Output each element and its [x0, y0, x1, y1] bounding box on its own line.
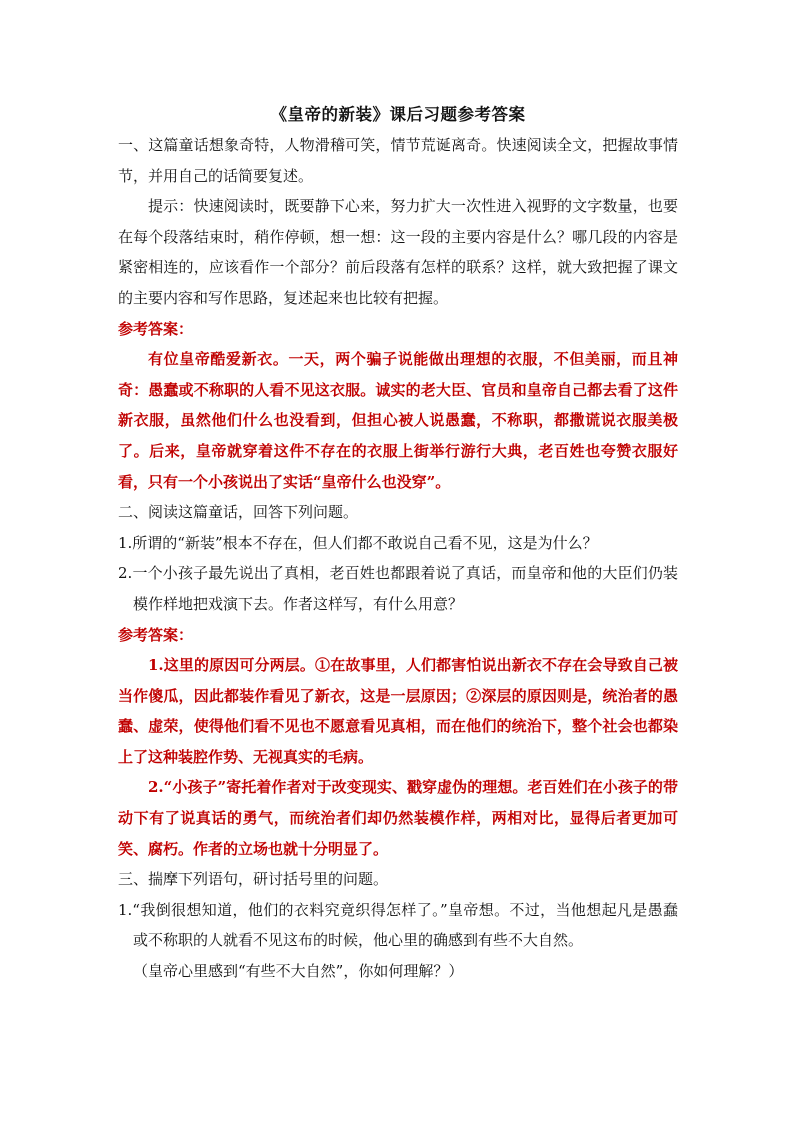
section2-answer-1: 1.这里的原因可分两层。①在故事里，人们都害怕说出新衣不存在会导致自己被当作傻瓜，因此都装作看见了新衣，这是一层原因；②深层的原因则是，统治者的愚蠢、虚荣，使得他们看不见也不愿意看见真相，而在他们的统治下，整个社会也都染上了这种装腔作势、无视真实的毛病。 [118, 656, 678, 766]
section3-question-1-prompt: （皇帝心里感到“有些不大自然”，你如何理解？） [133, 962, 464, 981]
document-page [118, 100, 678, 987]
section2-question-1: 1.所谓的“新装”根本不存在，但人们都不敢说自己看不见，这是为什么？ [118, 533, 598, 552]
section1-hint: 提示：快速阅读时，既要静下心来，努力扩大一次性进入视野的文字数量，也要在每个段落结束时，稍作停顿，想一想：这一段的主要内容是什么？哪几段的内容是紧密相连的，应该看作一个部分？前后段落有怎样的联系？这样，就大致把握了课文的主要内容和写作思路，复述起来也比较有把握。 [118, 197, 678, 307]
section1-answer-label: 参考答案： [118, 319, 194, 338]
section2-answer-2: 2.“小孩子”寄托着作者对于改变现实、戳穿虚伪的理想。老百姓们在小孩子的带动下有了说真话的勇气，而统治者们却仍然装模作样，两相对比，显得后者更加可笑、腐朽。作者的立场也就十分明显了。 [118, 778, 678, 858]
page-title: 《皇帝的新装》课后习题参考答案 [270, 105, 526, 124]
section2-heading: 二、阅读这篇童话，回答下列问题。 [118, 503, 359, 522]
section1-answer: 有位皇帝酷爱新衣。一天，两个骗子说能做出理想的衣服，不但美丽，而且神奇：愚蠢或不称职的人看不见这衣服。诚实的老大臣、官员和皇帝自己都去看了这件新衣服，虽然他们什么也没看到，但担心被人说愚蠢，不称职，都撒谎说衣服美极了。后来，皇帝就穿着这件不存在的衣服上街举行游行大典，老百姓也夸赞衣服好看，只有一个小孩说出了实话“皇帝什么也没穿”。 [118, 350, 678, 491]
section3-heading: 三、揣摩下列语句，研讨括号里的问题。 [118, 870, 389, 889]
section1-question: 一、这篇童话想象奇特，人物滑稽可笑，情节荒诞离奇。快速阅读全文，把握故事情节，并用自己的话简要复述。 [118, 136, 678, 185]
section2-answer-label: 参考答案： [118, 625, 194, 644]
section2-question-2: 2.一个小孩子最先说出了真相，老百姓也都跟着说了真话，而皇帝和他的大臣们仍装模作样地把戏演下去。作者这样写，有什么用意？ [118, 564, 678, 613]
section3-question-1: 1.“我倒很想知道，他们的衣料究竟织得怎样了。”皇帝想。不过，当他想起凡是愚蠢或不称职的人就看不见这布的时候，他心里的确感到有些不大自然。 [118, 900, 678, 950]
